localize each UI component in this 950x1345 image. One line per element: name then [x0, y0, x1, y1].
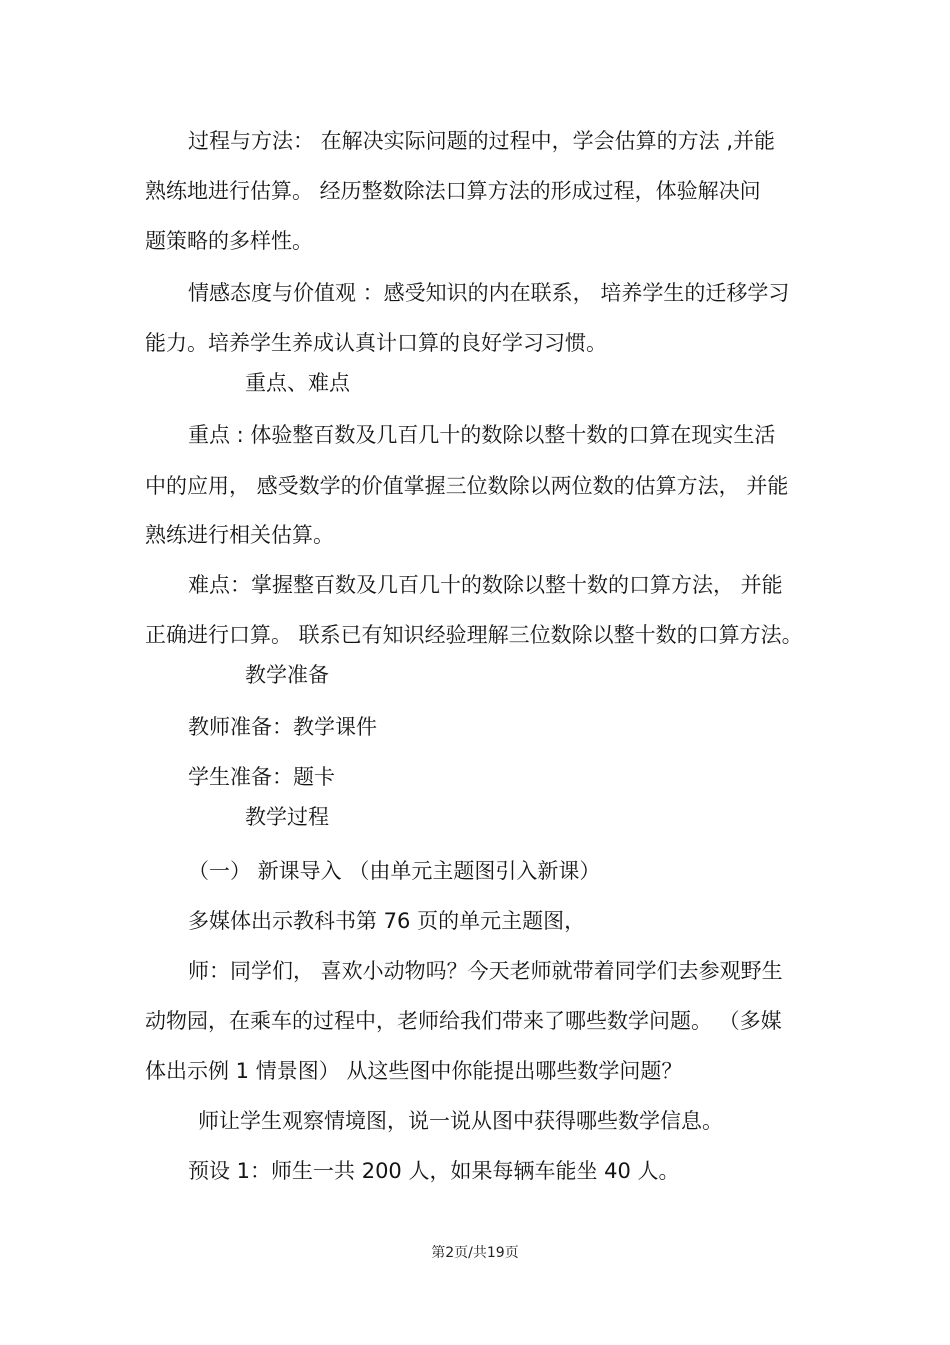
section-new-lesson-intro: （一） 新课导入 （由单元主题图引入新课） [188, 859, 601, 883]
paragraph-process-method-line-1: 过程与方法： 在解决实际问题的过程中，学会估算的方法 ,并能 [188, 129, 776, 153]
paragraph-process-method-line-3: 题策略的多样性。 [145, 229, 313, 253]
paragraph-observe-scene: 师让学生观察情境图，说一说从图中获得哪些数学信息。 [198, 1109, 723, 1133]
paragraph-attitude-line-2: 能力。培养学生养成认真计口算的良好学习习惯。 [145, 331, 607, 355]
paragraph-key-point-line-1: 重点 : 体验整百数及几百几十的数除以整十数的口算在现实生活 [188, 423, 776, 447]
paragraph-key-point-line-3: 熟练进行相关估算。 [145, 523, 334, 547]
paragraph-difficult-point-line-1: 难点：掌握整百数及几百几十的数除以整十数的口算方法， 并能 [188, 573, 783, 597]
teacher-preparation: 教师准备：教学课件 [188, 715, 377, 739]
paragraph-teacher-dialog-line-3: 体出示例 1 情景图） 从这些图中你能提出哪些数学问题？ [145, 1059, 683, 1083]
paragraph-multimedia-display: 多媒体出示教科书第 76 页的单元主题图， [188, 909, 586, 933]
paragraph-key-point-line-2: 中的应用， 感受数学的价值掌握三位数除以两位数的估算方法， 并能 [145, 474, 789, 498]
paragraph-attitude-line-1: 情感态度与价值观 ：感受知识的内在联系， 培养学生的迁移学习 [188, 281, 790, 305]
page-number-footer: 第2页/共19页 [431, 1245, 519, 1261]
heading-teaching-process: 教学过程 [245, 805, 329, 829]
paragraph-teacher-dialog-line-1: 师：同学们， 喜欢小动物吗？今天老师就带着同学们去参观野生 [188, 959, 783, 983]
paragraph-process-method-line-2: 熟练地进行估算。 经历整数除法口算方法的形成过程，体验解决问 [145, 179, 761, 203]
paragraph-difficult-point-line-2: 正确进行口算。 联系已有知识经验理解三位数除以整十数的口算方法。 [145, 623, 803, 647]
student-preparation: 学生准备：题卡 [188, 765, 335, 789]
paragraph-preset-1: 预设 1：师生一共 200 人，如果每辆车能坐 40 人。 [188, 1159, 680, 1183]
paragraph-teacher-dialog-line-2: 动物园，在乘车的过程中，老师给我们带来了哪些数学问题。 （多媒 [145, 1009, 782, 1033]
heading-key-difficult-points: 重点、难点 [245, 371, 350, 395]
heading-teaching-preparation: 教学准备 [245, 663, 329, 687]
